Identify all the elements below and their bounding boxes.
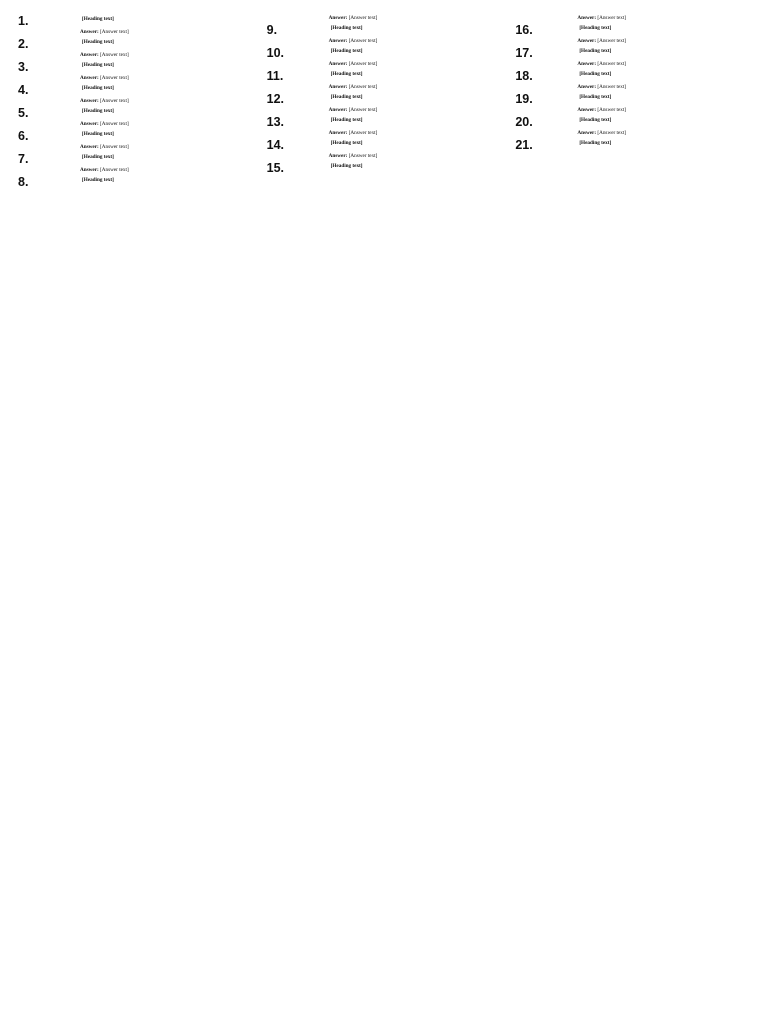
answer-label: Answer: [80, 144, 99, 151]
answer-text [18, 144, 253, 150]
question-heading [18, 175, 253, 189]
answer-text [18, 98, 253, 104]
answer-body: [Answer text] [597, 61, 627, 68]
answer-label: Answer: [577, 61, 597, 68]
question-heading [267, 23, 502, 37]
column-middle [267, 14, 502, 1014]
question-title: [Heading text] [579, 48, 612, 55]
answer-label: Answer: [80, 167, 99, 174]
question-block [18, 14, 253, 35]
question-block [515, 115, 750, 136]
answer-body: [Answer text] [100, 52, 129, 59]
question-title: [Heading text] [82, 108, 114, 115]
answer-body: [Answer text] [100, 75, 129, 82]
question-block [267, 161, 502, 175]
answer-body: [Answer text] [100, 121, 129, 128]
question-heading [18, 129, 253, 143]
question-title: [Heading text] [82, 131, 114, 138]
answer-label: Answer: [328, 107, 348, 114]
question-title: [Heading text] [579, 71, 612, 78]
answer-text [267, 84, 502, 90]
answer-text [515, 130, 750, 136]
question-heading [267, 69, 502, 83]
answer-body: [Answer text] [597, 38, 627, 45]
question-number: 10. [266, 46, 285, 61]
question-number: 8. [18, 175, 29, 190]
answer-body: [Answer text] [100, 167, 129, 174]
question-block [267, 23, 502, 44]
answer-label: Answer: [577, 130, 597, 137]
answer-label: Answer: [577, 84, 597, 91]
answer-label: Answer: [328, 84, 348, 91]
answer-label: Answer: [328, 15, 348, 21]
answer-label: Answer: [328, 130, 348, 137]
question-block [515, 15, 750, 21]
question-heading [515, 138, 750, 152]
question-block [515, 69, 750, 90]
question-heading [267, 46, 502, 60]
question-heading [18, 106, 253, 120]
answer-text [18, 75, 253, 81]
question-heading [18, 37, 253, 51]
question-number: 17. [515, 46, 533, 61]
question-number: 16. [515, 23, 533, 38]
question-title: [Heading text] [82, 62, 114, 69]
answer-body: [Answer text] [597, 107, 627, 114]
question-block [18, 83, 253, 104]
question-number: 14. [266, 138, 285, 153]
question-title: [Heading text] [330, 117, 363, 124]
question-heading [515, 46, 750, 60]
question-title: [Heading text] [82, 154, 114, 161]
question-heading [515, 92, 750, 106]
question-block [18, 106, 253, 127]
question-block [267, 46, 502, 67]
answer-label: Answer: [80, 75, 99, 82]
answer-body: [Answer text] [348, 107, 378, 114]
answer-body: [Answer text] [348, 61, 378, 68]
question-title: [Heading text] [579, 140, 612, 147]
answer-label: Answer: [80, 121, 99, 128]
question-number: 21. [515, 138, 533, 153]
question-title: [Heading text] [579, 117, 612, 124]
answer-text [515, 15, 750, 21]
answer-body: [Answer text] [348, 15, 378, 21]
question-heading [267, 161, 502, 175]
answer-text [267, 38, 502, 44]
answer-label: Answer: [577, 15, 597, 21]
question-title: [Heading text] [82, 177, 114, 184]
question-heading [515, 23, 750, 37]
answer-body: [Answer text] [348, 130, 378, 137]
question-title: [Heading text] [330, 163, 363, 170]
question-block [515, 46, 750, 67]
answer-text [18, 29, 253, 35]
question-block [18, 129, 253, 150]
question-heading [18, 14, 253, 28]
answer-text [267, 107, 502, 113]
question-title: [Heading text] [579, 94, 612, 101]
question-block [515, 23, 750, 44]
answer-text [515, 61, 750, 67]
answer-text [267, 130, 502, 136]
answer-text [515, 38, 750, 44]
question-title: [Heading text] [330, 71, 363, 78]
question-heading [267, 138, 502, 152]
question-block [515, 138, 750, 152]
question-number: 12. [266, 92, 285, 107]
answer-label: Answer: [328, 153, 348, 160]
question-block [267, 69, 502, 90]
question-block [18, 152, 253, 173]
column-right [515, 14, 750, 1014]
answer-label: Answer: [80, 98, 99, 105]
question-title: [Heading text] [330, 140, 363, 147]
question-heading [267, 115, 502, 129]
question-heading [267, 92, 502, 106]
question-title: [Heading text] [82, 16, 114, 22]
answer-text [267, 15, 502, 21]
question-number: 15. [266, 161, 285, 176]
question-heading [515, 69, 750, 83]
answer-label: Answer: [328, 61, 348, 68]
question-heading [515, 115, 750, 129]
question-block [18, 37, 253, 58]
question-block [515, 92, 750, 113]
question-title: [Heading text] [82, 39, 114, 46]
answer-body: [Answer text] [348, 153, 378, 160]
question-block [267, 115, 502, 136]
question-number: 5. [18, 106, 29, 121]
question-heading [18, 60, 253, 74]
question-number: 18. [515, 69, 533, 84]
question-number: 4. [18, 83, 29, 98]
answer-label: Answer: [577, 107, 597, 114]
answer-text [515, 84, 750, 90]
question-title: [Heading text] [330, 25, 363, 32]
question-number: 20. [515, 115, 533, 130]
question-block [18, 175, 253, 189]
question-number: 11. [266, 69, 284, 84]
answer-text [267, 153, 502, 159]
answer-label: Answer: [80, 52, 99, 59]
question-title: [Heading text] [82, 85, 114, 92]
answer-body: [Answer text] [100, 144, 129, 151]
answer-label: Answer: [328, 38, 348, 45]
question-block [267, 15, 502, 21]
question-number: 3. [18, 60, 29, 75]
answer-text [18, 121, 253, 127]
question-heading [18, 152, 253, 166]
question-block [267, 138, 502, 159]
question-number: 7. [18, 152, 29, 167]
answer-label: Answer: [577, 38, 597, 45]
question-heading [18, 83, 253, 97]
answer-body: [Answer text] [100, 98, 129, 105]
answer-text [18, 167, 253, 173]
question-block [267, 92, 502, 113]
answer-body: [Answer text] [597, 130, 627, 137]
question-number: 1. [18, 14, 29, 28]
answer-label: Answer: [80, 29, 99, 35]
question-number: 6. [18, 129, 29, 144]
answer-text [515, 107, 750, 113]
question-number: 2. [18, 37, 29, 52]
question-title: [Heading text] [330, 48, 363, 55]
answer-body: [Answer text] [348, 38, 378, 45]
question-number: 9. [266, 23, 278, 38]
question-number: 13. [266, 115, 285, 130]
answer-body: [Answer text] [597, 84, 627, 91]
answer-body: [Answer text] [597, 15, 627, 21]
question-title: [Heading text] [579, 25, 612, 32]
column-left [18, 14, 253, 1014]
question-title: [Heading text] [330, 94, 363, 101]
answer-body: [Answer text] [100, 29, 129, 35]
answer-body: [Answer text] [348, 84, 378, 91]
question-block [18, 60, 253, 81]
answer-text [267, 61, 502, 67]
answer-text [18, 52, 253, 58]
question-number: 19. [515, 92, 533, 107]
